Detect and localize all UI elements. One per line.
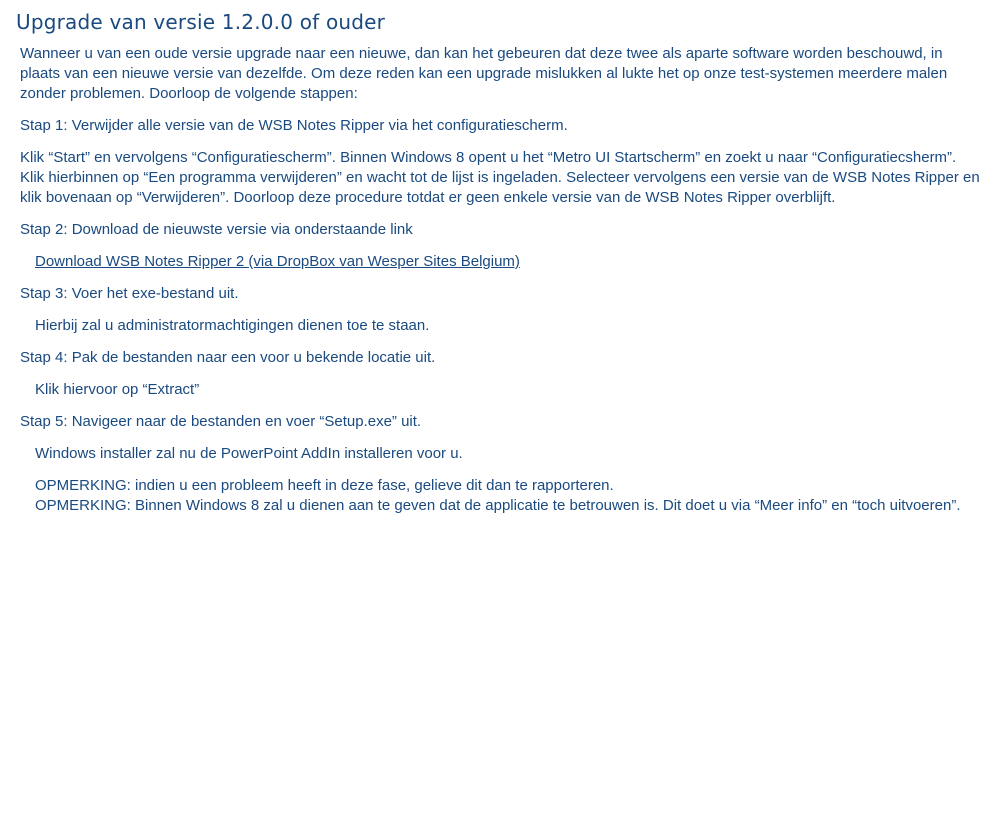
step5-notes — [20, 476, 982, 516]
step4-detail: Klik hiervoor op “Extract” — [35, 381, 200, 398]
step5-heading: Stap 5: Navigeer naar de bestanden en voer “Setup.exe” uit. — [20, 413, 422, 430]
step1-detail: Klik “Start” en vervolgens “Configuratiescherm”. Binnen Windows 8 opent u het “Metro UI Startscherm” en zoekt u naar “Configuratiecsherm”. Klik hierbinnen op “Een programma verwijderen” en wacht tot de lijst is ingeladen. Selecteer vervolgens een versie van de WSB Notes Ripper en klik bovenaan op “Verwijderen”. Doorloop deze procedure totdat er geen enkele versie van de WSB Notes Ripper overblijft. — [20, 149, 980, 206]
article-body — [20, 44, 982, 528]
note-problem-report: OPMERKING: indien u een probleem heeft in deze fase, gelieve dit dan te rapporteren. — [35, 477, 614, 494]
step2-heading: Stap 2: Download de nieuwste versie via onderstaande link — [20, 221, 413, 238]
step1-heading: Stap 1: Verwijder alle versie van de WSB Notes Ripper via het configuratiescherm. — [20, 117, 568, 134]
step3-detail: Hierbij zal u administratormachtigingen dienen toe te staan. — [35, 317, 430, 334]
page-title: Upgrade van versie 1.2.0.0 of ouder — [16, 10, 386, 34]
step3-heading: Stap 3: Voer het exe-bestand uit. — [20, 285, 239, 302]
step4-heading: Stap 4: Pak de bestanden naar een voor u bekende locatie uit. — [20, 349, 436, 366]
note-windows8-trust: OPMERKING: Binnen Windows 8 zal u dienen aan te geven dat de applicatie te betrouwen is. Dit doet u via “Meer info” en “toch uitvoeren”. — [35, 497, 961, 514]
step2-link-paragraph — [20, 252, 982, 272]
intro-paragraph: Wanneer u van een oude versie upgrade naar een nieuwe, dan kan het gebeuren dat deze twee als aparte software worden beschouwd, in plaats van een nieuwe versie van dezelfde. Om deze reden kan een upgrade mislukken al lukte het op onze test-systemen meerdere malen zonder problemen. Doorloop de volgende stappen: — [20, 45, 948, 102]
download-link[interactable]: Download WSB Notes Ripper 2 (via DropBox van Wesper Sites Belgium) — [35, 253, 520, 270]
step5-detail: Windows installer zal nu de PowerPoint AddIn installeren voor u. — [35, 445, 463, 462]
